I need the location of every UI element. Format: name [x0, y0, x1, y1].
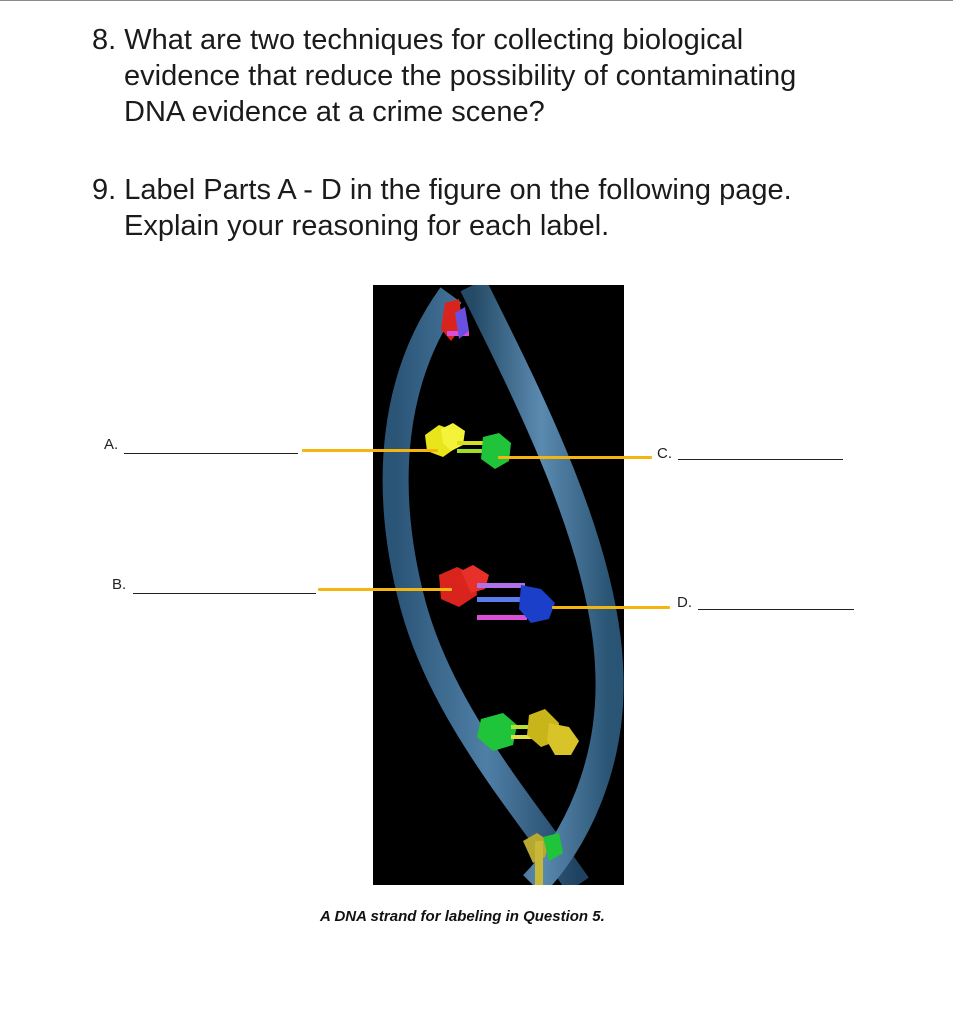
base-pair-2: [425, 423, 511, 469]
question-8-line-3: DNA evidence at a crime scene?: [124, 96, 545, 128]
question-8: [92, 22, 796, 130]
label-a: A.: [104, 436, 119, 453]
answer-line-b[interactable]: [133, 593, 316, 594]
base-pair-3: [439, 565, 555, 623]
leader-line-b: [318, 588, 452, 591]
leader-line-a: [302, 449, 438, 452]
question-9-line-2: Explain your reasoning for each label.: [124, 210, 610, 242]
base-pair-1: [441, 299, 469, 341]
question-9: [92, 172, 792, 244]
leader-line-d: [552, 606, 670, 609]
question-9-line-1: 9. Label Parts A - D in the figure on the following page.: [92, 174, 792, 206]
answer-line-d[interactable]: [698, 609, 854, 610]
label-b: B.: [112, 576, 127, 593]
base-pair-4: [477, 709, 579, 755]
figure-caption-text: A DNA strand for labeling in Question 5.: [320, 908, 605, 925]
top-rule: [0, 0, 953, 1]
dna-illustration: [373, 285, 624, 885]
label-d: D.: [677, 594, 692, 611]
question-8-line-2: evidence that reduce the possibility of contaminating: [124, 60, 797, 92]
answer-line-a[interactable]: [124, 453, 298, 454]
leader-line-c: [498, 456, 652, 459]
dna-figure: [373, 285, 624, 885]
question-8-line-1: 8. What are two techniques for collecting biological: [92, 24, 744, 56]
label-c: C.: [657, 445, 672, 462]
answer-line-c[interactable]: [678, 459, 843, 460]
